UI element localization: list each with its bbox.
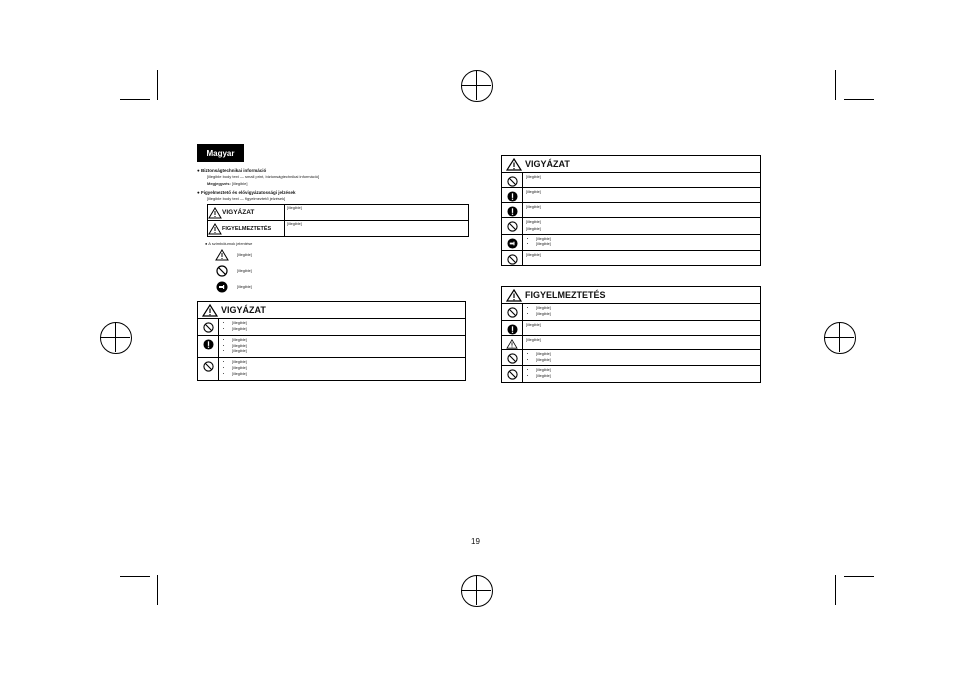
caution-box-title: VIGYÁZAT (525, 159, 570, 169)
caution-item: • [illegible] (536, 242, 757, 247)
caution-box (197, 301, 466, 380)
prohibited-icon (502, 173, 523, 187)
warning-triangle-icon (506, 289, 522, 302)
caution-item: • [illegible] (232, 321, 462, 326)
caution-row (502, 173, 760, 188)
legend-table (207, 204, 469, 237)
caution-box-title: VIGYÁZAT (221, 305, 266, 316)
warning-item: • [illegible] (536, 312, 757, 317)
warning-item: [illegible] (526, 322, 541, 327)
unplug-icon (207, 281, 237, 293)
caution-row (502, 235, 760, 252)
symbol-description: [illegible] (237, 284, 252, 289)
note (207, 181, 465, 186)
legend-label: FIGYELMEZTETÉS (222, 225, 272, 232)
caution-item: [illegible] (526, 175, 541, 179)
prohibited-icon (502, 366, 523, 382)
legend-row (208, 205, 468, 221)
warning-row (502, 321, 760, 336)
warning-triangle-icon (506, 158, 522, 171)
symbol-description: [illegible] (237, 268, 252, 273)
caution-row (502, 188, 760, 203)
caution-item: [illegible] (526, 220, 541, 224)
caution-item: • [illegible] (232, 344, 462, 349)
warning-item: • [illegible] (536, 374, 757, 379)
mandatory-icon (502, 203, 523, 217)
section-text: [illegible body text — small print, biztonságtechnikai információ] (207, 174, 320, 179)
symbol-row (207, 249, 465, 261)
unplug-icon (502, 235, 523, 251)
warning-triangle-icon (207, 249, 237, 261)
caution-item: [illegible] (526, 205, 541, 209)
mandatory-icon (502, 321, 523, 335)
prohibited-icon (207, 265, 237, 277)
mandatory-icon (502, 188, 523, 202)
caution-box-header (198, 302, 465, 319)
language-tab: Magyar (197, 144, 244, 162)
warning-box-title: FIGYELMEZTETÉS (525, 290, 606, 301)
warning-row (502, 336, 760, 350)
caution-box-header (502, 156, 760, 173)
caution-row (502, 218, 760, 235)
prohibited-icon (502, 304, 523, 320)
caution-item: [illegible] (526, 253, 541, 258)
caution-row (502, 251, 760, 265)
warning-item: • [illegible] (536, 368, 757, 373)
caution-row (502, 203, 760, 218)
caution-item: • [illegible] (232, 372, 462, 377)
symbol-row (207, 265, 465, 277)
legend-row (208, 221, 468, 236)
section-title: ● Figyelmeztető és elővigyázatossági jelzések (197, 189, 296, 195)
caution-item: [illegible] (526, 190, 541, 194)
mandatory-icon (198, 336, 219, 357)
caution-item: • [illegible] (232, 338, 462, 343)
warning-box (501, 286, 761, 383)
page-number: 19 (471, 537, 480, 546)
caution-item: • [illegible] (232, 366, 462, 371)
caution-box (501, 155, 761, 266)
warning-item: • [illegible] (536, 358, 757, 363)
warning-row (502, 304, 760, 321)
symbol-row (207, 281, 465, 293)
caution-row (198, 319, 465, 336)
legend-description: [illegible] (287, 222, 302, 227)
symbol-list (207, 249, 465, 293)
caution-item: [illegible] (526, 226, 541, 231)
prohibited-icon (502, 350, 523, 366)
caution-item: • [illegible] (232, 327, 462, 332)
left-column (197, 166, 465, 381)
warning-triangle-icon (208, 207, 222, 219)
note-label: Megjegyzés: (207, 181, 231, 187)
warning-item: [illegible] (526, 337, 541, 342)
warning-row (502, 366, 760, 382)
warning-box-header (502, 287, 760, 304)
warning-item: • [illegible] (536, 352, 757, 357)
prohibited-icon (198, 358, 219, 379)
warning-row (502, 350, 760, 367)
caution-row (198, 358, 465, 379)
prohibited-icon (502, 251, 523, 265)
warning-triangle-icon (202, 304, 218, 317)
symbol-description: [illegible] (237, 252, 252, 257)
note-text: [illegible] (231, 181, 248, 187)
section-text: [illegible body text — figyelmeztető jelzések] (207, 195, 286, 201)
legend-description: [illegible] (287, 206, 302, 211)
warning-triangle-icon (208, 223, 222, 235)
caution-item: • [illegible] (232, 349, 462, 354)
prohibited-icon (502, 218, 523, 234)
prohibited-icon (198, 319, 219, 335)
caution-item: • [illegible] (232, 360, 462, 365)
caution-item: • [illegible] (536, 237, 757, 242)
legend-label: VIGYÁZAT (222, 209, 255, 217)
warning-triangle-icon (502, 336, 523, 349)
right-column (501, 155, 761, 383)
symbols-heading: ● A szimbólumok jelentése (205, 241, 253, 247)
warning-item: • [illegible] (536, 306, 757, 311)
caution-row (198, 336, 465, 358)
section-title: ● Biztonságtechnikai információ (197, 168, 267, 173)
